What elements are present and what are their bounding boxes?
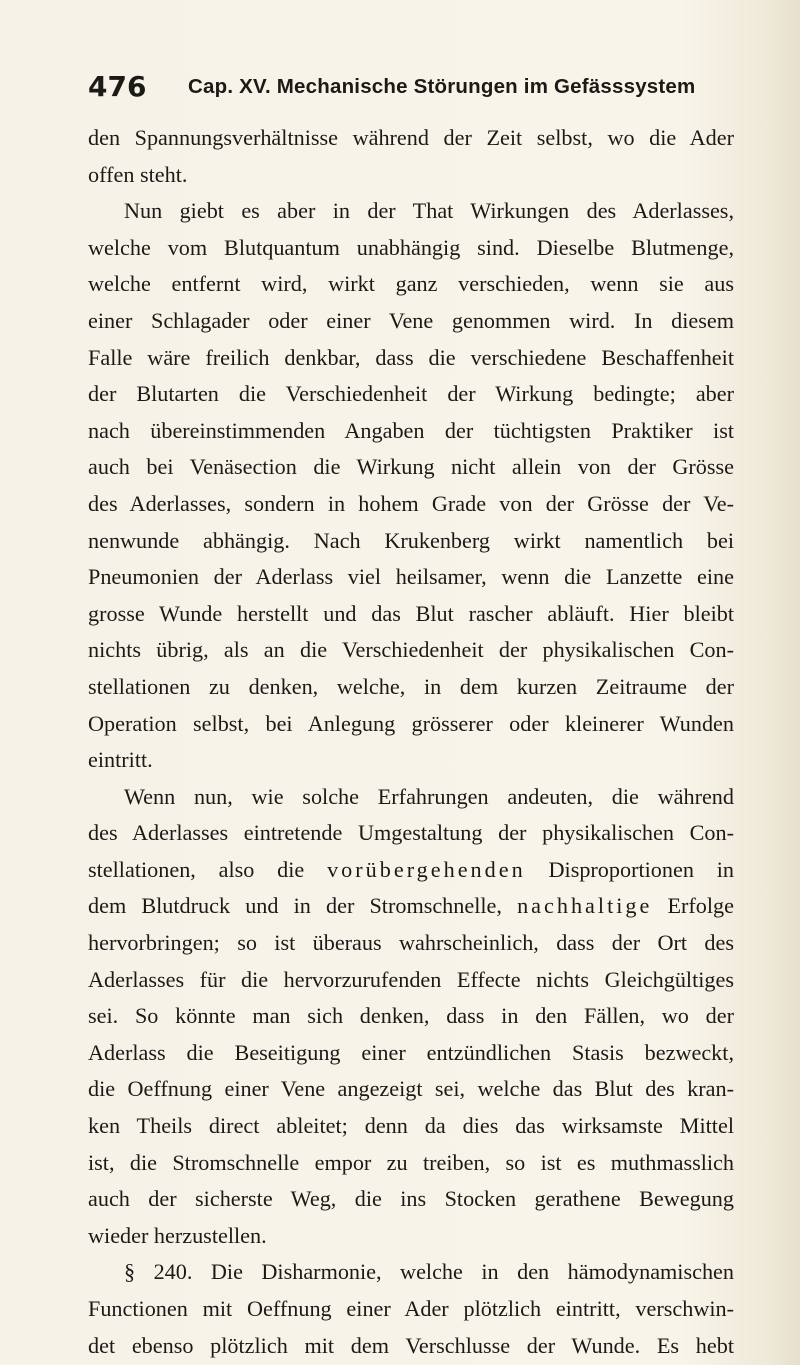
text-line: des Aderlasses eintretende Umgestaltung der physikalischen Con- <box>88 820 734 846</box>
paragraph-start: Nun giebt es aber in der That Wirkungen des Aderlasses, <box>124 198 734 224</box>
text-segment: stellationen, also die <box>88 856 328 882</box>
text-line: einer Schlagader oder einer Vene genommen wird. In diesem <box>88 307 734 333</box>
text-line: wieder herzustellen. <box>88 1222 267 1248</box>
text-line: des Aderlasses, sondern in hohem Grade von der Grösse der Ve- <box>88 490 734 516</box>
text-line: der Blutarten die Verschiedenheit der Wirkung bedingte; aber <box>88 381 734 407</box>
text-line: hervorbringen; so ist überaus wahrscheinlich, dass der Ort des <box>88 930 734 956</box>
text-line: welche entfernt wird, wirkt ganz verschieden, wenn sie aus <box>88 271 734 297</box>
text-line: Pneumonien der Aderlass viel heilsamer, wenn die Lanzette eine <box>88 564 734 590</box>
text-segment: Erfolge <box>652 893 735 919</box>
text-line: nenwunde abhängig. Nach Krukenberg wirkt namentlich bei <box>88 527 734 553</box>
text-line: auch bei Venäsection die Wirkung nicht allein von der Grösse <box>88 454 734 480</box>
emphasized-term: nachhaltige <box>517 893 653 919</box>
page-number: 476 <box>88 70 147 103</box>
text-line: welche vom Blutquantum unabhängig sind. Dieselbe Blutmenge, <box>88 234 734 260</box>
text-line: Functionen mit Oeffnung einer Ader plötzlich eintritt, verschwin- <box>88 1296 734 1321</box>
text-line: Aderlasses für die hervorzurufenden Effecte nichts Gleichgültiges <box>88 966 734 992</box>
text-line: nichts übrig, als an die Verschiedenheit der physikalischen Con- <box>88 637 734 663</box>
section-paragraph-start: § 240. Die Disharmonie, welche in den hämodynamischen <box>124 1259 734 1285</box>
text-line: nach übereinstimmenden Angaben der tüchtigsten Praktiker ist <box>88 417 734 443</box>
text-line: offen steht. <box>88 161 188 187</box>
text-line: auch der sicherste Weg, die ins Stocken gerathene Bewegung <box>88 1186 734 1212</box>
paragraph-start: Wenn nun, wie solche Erfahrungen andeuten, die während <box>124 783 734 809</box>
running-head: Cap. XV. Mechanische Störungen im Gefässsystem <box>188 75 696 98</box>
text-line: stellationen zu denken, welche, in dem kurzen Zeitraume der <box>88 673 734 699</box>
text-line <box>88 852 734 889</box>
text-line: det ebenso plötzlich mit dem Verschlusse der Wunde. Es hebt <box>88 1332 734 1358</box>
emphasized-term: vorübergehenden <box>327 856 526 882</box>
text-line: den Spannungsverhältnisse während der Zeit selbst, wo die Ader <box>88 125 734 150</box>
text-line: ist, die Stromschnelle empor zu treiben, so ist es muthmasslich <box>88 1149 734 1175</box>
text-line: Falle wäre freilich denkbar, dass die verschiedene Beschaffenheit <box>88 344 734 370</box>
text-line: sei. So könnte man sich denken, dass in den Fällen, wo der <box>88 1003 734 1029</box>
text-segment: Disproportionen in <box>525 856 734 882</box>
body-text <box>88 120 734 1364</box>
text-line <box>88 888 734 925</box>
page-header <box>88 70 728 110</box>
text-line: Aderlass die Beseitigung einer entzündlichen Stasis bezweckt, <box>88 1039 734 1065</box>
text-line: Operation selbst, bei Anlegung grösserer oder kleinerer Wunden <box>88 710 734 736</box>
text-segment: dem Blutdruck und in der Stromschnelle, <box>88 893 518 919</box>
text-line: die Oeffnung einer Vene angezeigt sei, welche das Blut des kran- <box>88 1076 734 1102</box>
text-line: eintritt. <box>88 747 153 773</box>
text-line: grosse Wunde herstellt und das Blut rascher abläuft. Hier bleibt <box>88 600 734 626</box>
text-line: ken Theils direct ableitet; denn da dies das wirksamste Mittel <box>88 1113 734 1139</box>
